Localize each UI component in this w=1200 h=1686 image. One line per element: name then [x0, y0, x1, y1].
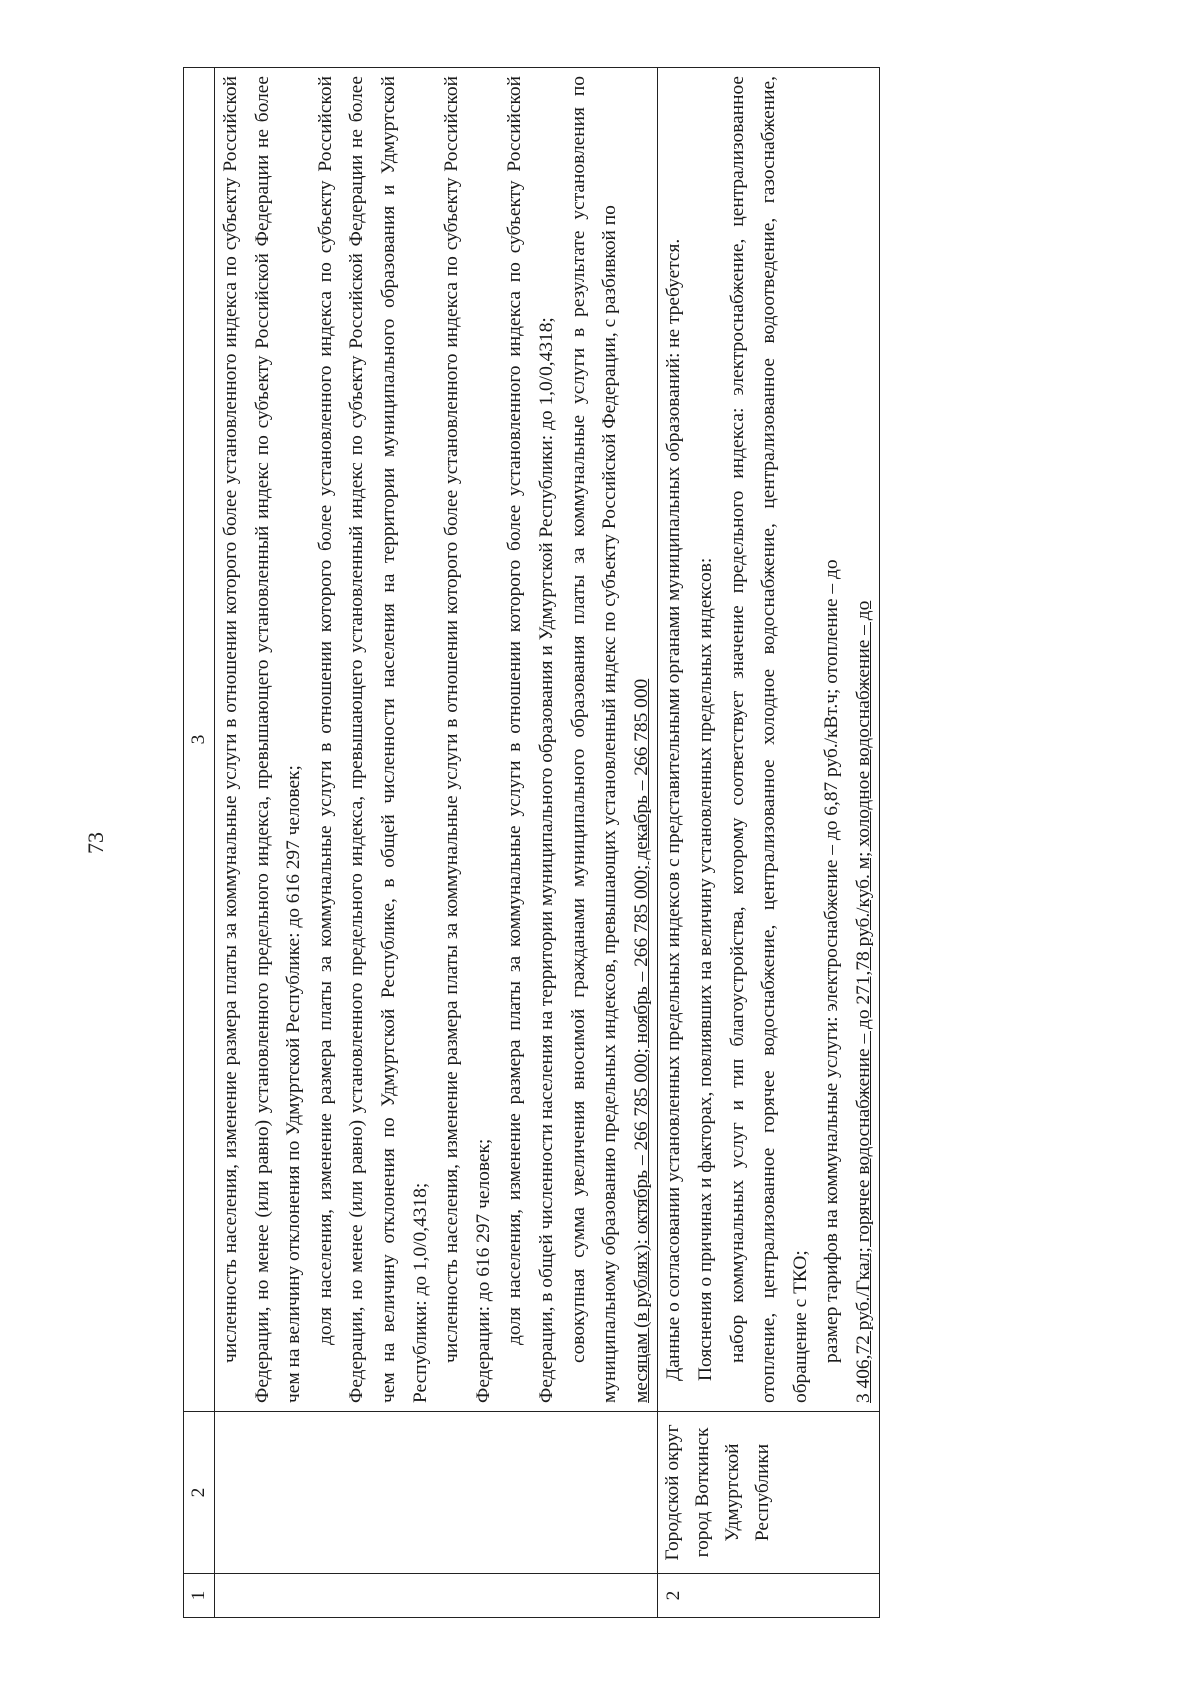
paragraph	[626, 76, 658, 1403]
paragraph: численность населения, изменение размера платы за коммунальные услуги в отношении которого более установленного индекса по субъекту Российской Федерации, но менее (или равно) установленного предельного индекса, превышающего установленный индекс по субъекту Российской Федерации не более чем на величину отклонения по Удмуртской Республике: до 616 297 человек;	[220, 76, 305, 1403]
description-cell	[658, 68, 880, 1412]
row-number-cell	[215, 1574, 658, 1618]
municipality-cell: Городской округ город Воткинск Удмуртской Республики	[658, 1412, 880, 1574]
table-row	[658, 68, 880, 1618]
paragraph: Данные о согласовании установленных предельных индексов с представительными органами муниципальных образований: не требуется.	[663, 238, 685, 1381]
header-col-2: 2	[184, 1412, 215, 1574]
row-number-cell: 2	[658, 1574, 880, 1618]
description-cell	[215, 68, 658, 1412]
data-table	[183, 67, 880, 1618]
rotated-landscape-page	[75, 58, 1125, 1628]
table-row	[215, 68, 658, 1618]
table-header-row	[184, 68, 215, 1618]
paragraph: доля населения, изменение размера платы за коммунальные услуги в отношении которого более установленного индекса по субъекту Российской Федерации, в общей численности населения на территории муниципального образования и Удмуртской Республики: до 1,0/0,4318;	[504, 76, 557, 1403]
header-col-3: 3	[184, 68, 215, 1412]
paragraph	[848, 76, 880, 1403]
paragraph: совокупная сумма увеличения вносимой гражданами муниципального образования платы за коммунальные услуги в результате установления по муниципальному образованию предельных индексов, превышающих установленный индекс по субъекту Российской Федерации, с разбивкой по	[567, 76, 621, 1403]
underlined-text: 3 406,72 руб./Гкал; горячее водоснабжение – до 271,78 руб./куб. м; холодное водоснабжение – до	[852, 600, 874, 1403]
municipality-cell	[215, 1412, 658, 1574]
paragraph: размер тарифов на коммунальные услуги: электроснабжение – до 6,87 руб./кВт.ч; отопление – до	[821, 559, 843, 1363]
paragraph: Пояснения о причинах и факторах, повлиявших на величину установленных предельных индексов:	[694, 557, 716, 1381]
paragraph: набор коммунальных услуг и тип благоустройства, которому соответствует значение предельного индекса: электроснабжение, централизованное отопление, централизованное горячее водоснабжение, централизованное холодное водоснабжение, централизованное водоотведение, газоснабжение, обращение с ТКО;	[726, 76, 811, 1403]
paragraph: доля населения, изменение размера платы за коммунальные услуги в отношении которого более установленного индекса по субъекту Российской Федерации, но менее (или равно) установленного предельного индекса, превышающего установленный индекс по субъекту Российской Федерации не более чем на величину отклонения по Удмуртской Республике, в общей численности населения на территории муниципального образования и Удмуртской Республики: до 1,0/0,4318;	[314, 76, 431, 1403]
underlined-text: месяцам (в рублях): октябрь – 266 785 000; ноябрь – 266 785 000; декабрь – 266 785 000	[630, 678, 652, 1403]
page-number: 73	[83, 832, 108, 854]
header-col-1: 1	[184, 1574, 215, 1618]
paragraph: численность населения, изменение размера платы за коммунальные услуги в отношении которого более установленного индекса по субъекту Российской Федерации: до 616 297 человек;	[441, 76, 494, 1403]
